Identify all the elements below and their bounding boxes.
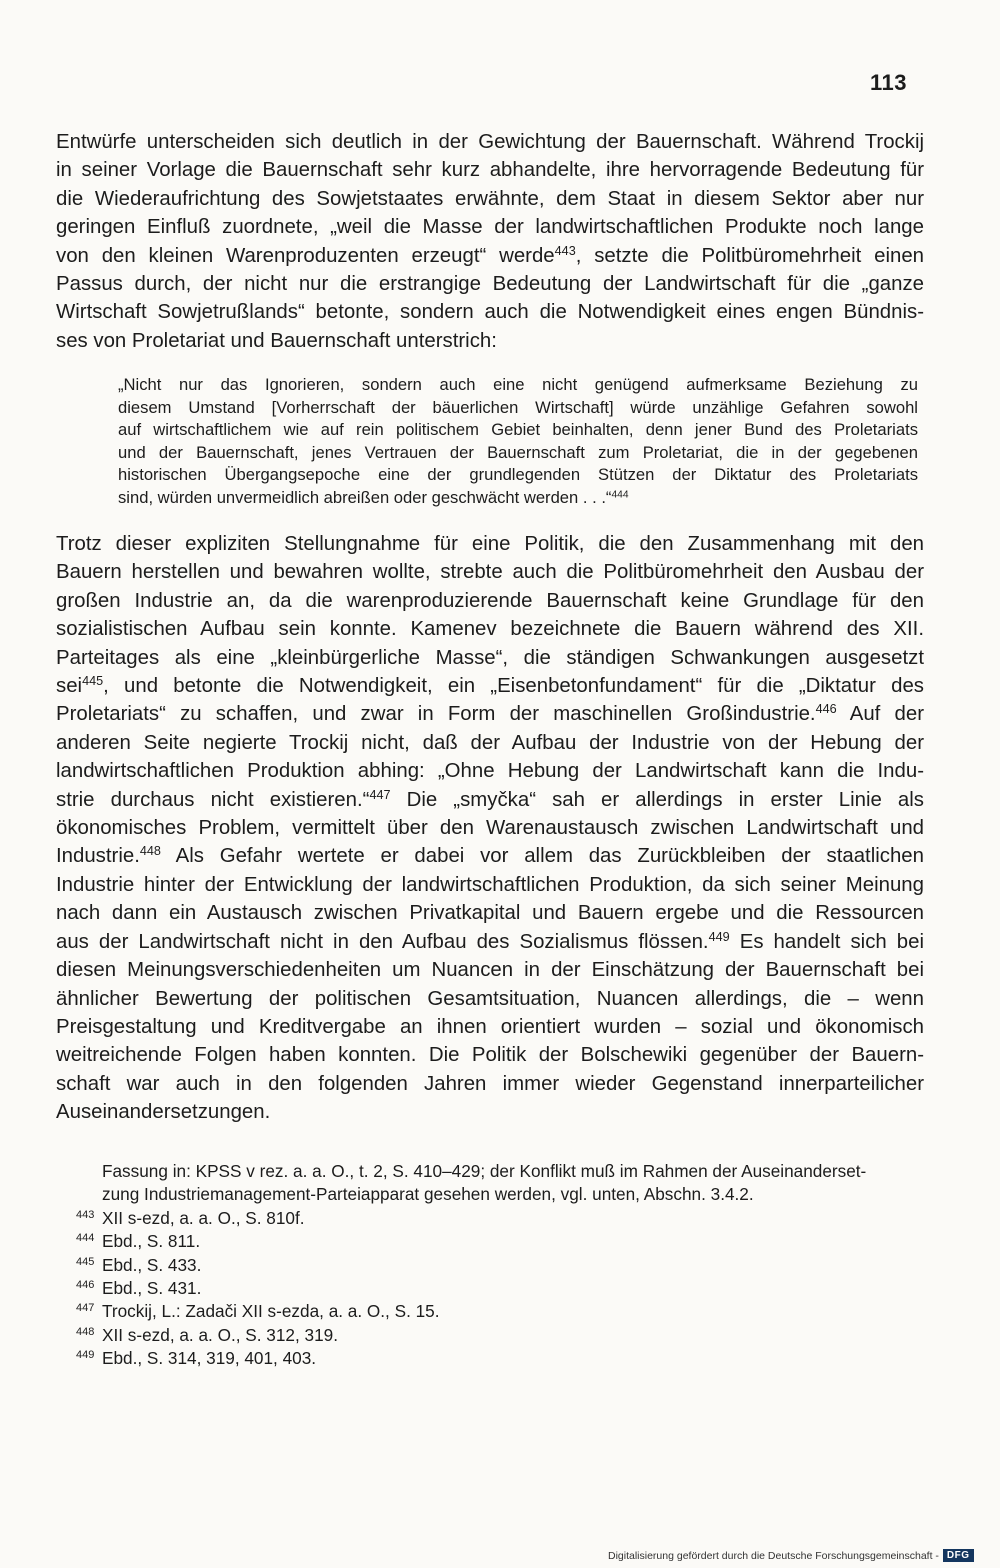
footnote	[76, 1230, 946, 1253]
footnote-number: 444	[76, 1232, 95, 1245]
footnote-text: Ebd., S. 433.	[102, 1254, 202, 1275]
quote-line: diesem Umstand [Vorherrschaft der bäuerlichen Wirtschaft] würde unzählige Gefahren sowohl	[118, 397, 918, 417]
footnote-number: 448	[76, 1325, 95, 1338]
text-line: Preisgestaltung und Kreditvergabe an ihnen orientiert wurden – sozial und ökonomisch	[56, 1015, 924, 1038]
text-line: sei$^{445}$, und betonte die Notwendigkeit, ein „Eisenbetonfundament“ für die „Diktatur des	[56, 674, 924, 698]
footnote-number: 449	[76, 1349, 95, 1362]
text-line: ähnlicher Bewertung der politischen Gesamtsituation, Nuancen allerdings, die – wenn	[56, 987, 924, 1010]
digitization-credit	[608, 1549, 974, 1562]
body-paragraph-1	[56, 128, 924, 355]
text-line: strie durchaus nicht existieren.“$^{447}$ Die „smyčka“ sah er allerdings in erster Linie als	[56, 787, 924, 811]
footnote-ref: 446	[815, 702, 837, 717]
footnote-continuation: zung Industriemanagement-Parteiapparat gesehen werden, vgl. unten, Abschn. 3.4.2.	[102, 1184, 754, 1205]
text-line: geringen Einfluß zuordnete, „weil die Masse der landwirtschaftlichen Produkte noch lange	[56, 216, 924, 239]
footnote	[76, 1254, 946, 1277]
credit-text: Digitalisierung gefördert durch die Deutsche Forschungsgemeinschaft -	[608, 1549, 939, 1562]
footnote-text: Ebd., S. 314, 319, 401, 403.	[102, 1348, 317, 1369]
block-quote	[118, 374, 918, 510]
text-line: Bauern herstellen und bewahren wollte, strebte auch die Politbüromehrheit den Ausbau der	[56, 561, 924, 584]
text-line: Industrie.$^{448}$ Als Gefahr wertete er dabei vor allem das Zurückbleiben der staatlichen	[56, 844, 924, 868]
text-line: großen Industrie an, da die warenproduzierende Bauernschaft keine Grundlage für den	[56, 589, 924, 612]
text-line: Auseinandersetzungen.	[56, 1101, 271, 1124]
dfg-logo: DFG	[943, 1549, 974, 1562]
footnote-ref: 448	[139, 844, 161, 859]
footnote-number: 445	[76, 1255, 95, 1268]
text-line: weitreichende Folgen haben konnten. Die Politik der Bolschewiki gegenüber der Bauern-	[56, 1044, 924, 1067]
footnote-ref: 447	[369, 787, 391, 802]
text-line: diesen Meinungsverschiedenheiten um Nuancen in der Einschätzung der Bauernschaft bei	[56, 959, 924, 982]
quote-line: und der Bauernschaft, jenes Vertrauen der Bauernschaft zum Proletariat, die in der gegebenen	[118, 442, 918, 462]
text-line: Trotz dieser expliziten Stellungnahme für eine Politik, die den Zusammenhang mit den	[56, 533, 924, 555]
footnote-text: XII s-ezd, a. a. O., S. 810f.	[102, 1207, 305, 1228]
page-number: 113	[870, 70, 907, 95]
text-line: ses von Proletariat und Bauernschaft unterstrich:	[56, 329, 497, 352]
quote-line: sind, würden unvermeidlich abreißen oder geschwächt werden . . .“$^{444}$	[118, 487, 629, 507]
footnote-number: 446	[76, 1279, 95, 1292]
text-line: von den kleinen Warenproduzenten erzeugt“ werde$^{443}$, setzte die Politbüromehrheit einen	[56, 243, 925, 267]
text-line: Wirtschaft Sowjetrußlands“ betonte, sondern auch die Notwendigkeit eines engen Bündnis-	[56, 301, 924, 324]
footnote	[76, 1324, 946, 1347]
footnote	[76, 1347, 946, 1370]
text-line: schaft war auch in den folgenden Jahren immer wieder Gegenstand innerparteilicher	[56, 1072, 924, 1095]
footnote-ref: 444	[611, 489, 629, 501]
text-line: Passus durch, der nicht nur die erstrangige Bedeutung der Landwirtschaft für die „ganze	[56, 273, 924, 296]
footnote-ref: 443	[554, 243, 576, 258]
text-line: Proletariats“ zu schaffen, und zwar in Form der maschinellen Großindustrie.$^{446}$ Auf der	[56, 702, 924, 726]
quote-line: „Nicht nur das Ignorieren, sondern auch eine nicht genügend aufmerksame Beziehung zu	[118, 375, 918, 394]
text-line: ökonomisches Problem, vermittelt über den Warenaustausch zwischen Landwirtschaft und	[56, 817, 924, 840]
text-line: nach dann ein Austausch zwischen Privatkapital und Bauern ergebe und die Ressourcen	[56, 902, 924, 925]
footnote-text: Ebd., S. 431.	[102, 1278, 202, 1299]
footnote-text: XII s-ezd, a. a. O., S. 312, 319.	[102, 1324, 338, 1345]
text-line: Industrie hinter der Entwicklung der landwirtschaftlichen Produktion, da sich seiner Meinung	[56, 873, 924, 896]
footnote-number: 443	[76, 1208, 95, 1221]
text-line: in seiner Vorlage die Bauernschaft sehr kurz abhandelte, ihre hervorragende Bedeutung für	[56, 159, 924, 182]
footnote-number: 447	[76, 1302, 95, 1315]
footnote	[76, 1300, 946, 1323]
footnote-continuation: Fassung in: KPSS v rez. a. a. O., t. 2, S. 410–429; der Konflikt muß im Rahmen der Auseinanderset-	[102, 1161, 867, 1181]
footnote	[76, 1207, 946, 1230]
footnote-ref: 445	[82, 674, 104, 689]
body-paragraph-2	[56, 530, 924, 1127]
footnotes	[76, 1160, 946, 1371]
footnote-text: Ebd., S. 811.	[102, 1231, 201, 1252]
quote-line: historischen Übergangsepoche eine der grundlegenden Stützen der Diktatur des Proletariats	[118, 465, 918, 485]
quote-line: auf wirtschaftlichem wie auf rein politischem Gebiet beinhalten, denn jener Bund des Proletariats	[118, 420, 918, 440]
text-line: sozialistischen Aufbau sein konnte. Kamenev bezeichnete die Bauern während des XII.	[56, 618, 924, 641]
text-line: aus der Landwirtschaft nicht in den Aufbau des Sozialismus flössen.$^{449}$ Es handelt sich bei	[56, 929, 925, 953]
text-line: die Wiederaufrichtung des Sowjetstaates erwähnte, dem Staat in diesem Sektor aber nur	[56, 187, 924, 210]
footnote	[76, 1277, 946, 1300]
text-line: Entwürfe unterscheiden sich deutlich in der Gewichtung der Bauernschaft. Während Trockij	[56, 131, 924, 153]
footnote-text: Trockij, L.: Zadači XII s-ezda, a. a. O., S. 15.	[102, 1301, 440, 1322]
text-line: anderen Seite negierte Trockij nicht, daß der Aufbau der Industrie von der Hebung der	[56, 731, 924, 754]
text-line: landwirtschaftlichen Produktion abhing: „Ohne Hebung der Landwirtschaft kann die Indu-	[56, 760, 924, 783]
text-line: Parteitages als eine „kleinbürgerliche Masse“, die ständigen Schwankungen ausgesetzt	[56, 646, 924, 669]
footnote-ref: 449	[708, 929, 730, 944]
